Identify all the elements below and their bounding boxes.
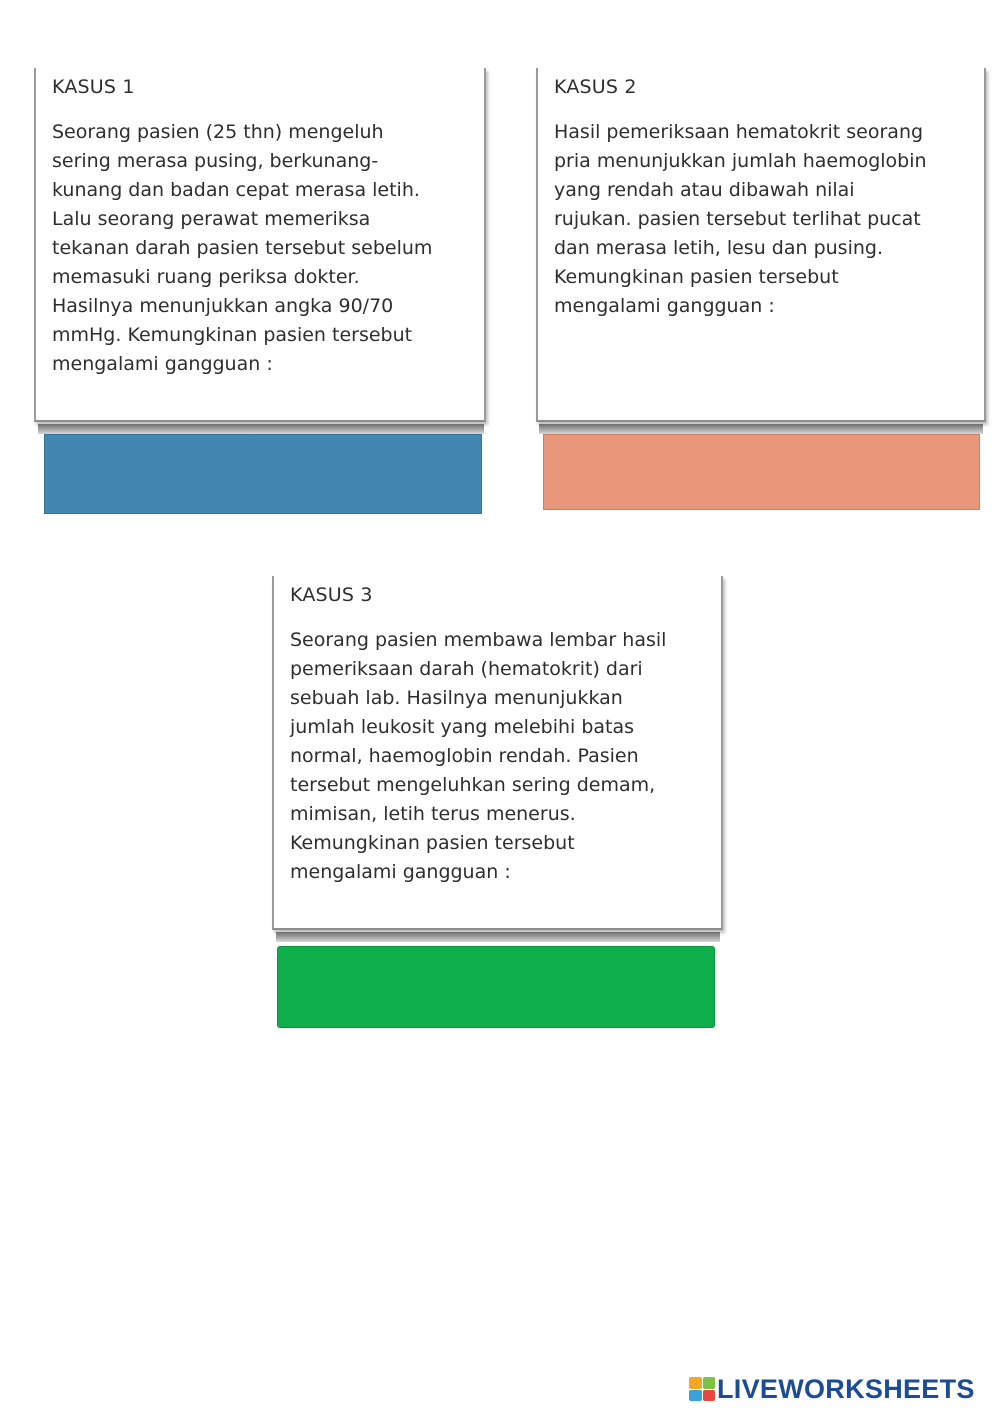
brand-name: LIVEWORKSHEETS (717, 1373, 975, 1404)
case-description: Seorang pasien membawa lembar hasil pemeriksaan darah (hematokrit) dari sebuah lab. Hasilnya menunjukkan jumlah leukosit yang melebihi batas normal, haemoglobin rendah. Pasien tersebut mengeluhkan sering demam, mimisan, letih terus menerus. Kemungkinan pasien tersebut mengalami gangguan : (290, 629, 667, 883)
liveworksheets-logo (689, 1374, 975, 1404)
case-title: KASUS 1 (52, 76, 135, 98)
answer-box-2[interactable] (543, 434, 980, 510)
case-title: KASUS 2 (554, 76, 637, 98)
case-description: Hasil pemeriksaan hematokrit seorang pria menunjukkan jumlah haemoglobin yang rendah atau dibawah nilai rujukan. pasien tersebut terlihat pucat dan merasa letih, lesu dan pusing. Kemungkinan pasien tersebut mengalami gangguan : (554, 121, 927, 317)
case-card-1 (34, 68, 486, 422)
case-description: Seorang pasien (25 thn) mengeluh sering merasa pusing, berkunang- kunang dan badan cepat merasa letih. Lalu seorang perawat memeriksa tekanan darah pasien tersebut sebelum memasuki ruang periksa dokter. Hasilnya menunjukkan angka 90/70 mmHg. Kemungkinan pasien tersebut mengalami gangguan : (52, 121, 433, 375)
answer-box-3[interactable] (277, 946, 715, 1028)
case-card-2 (536, 68, 986, 422)
card-shelf (276, 932, 720, 942)
case-card-3 (272, 576, 723, 930)
card-shelf (38, 424, 484, 434)
case-title: KASUS 3 (290, 584, 373, 606)
card-shelf (539, 424, 983, 434)
answer-box-1[interactable] (44, 434, 482, 514)
liveworksheets-logo-icon (689, 1377, 715, 1401)
